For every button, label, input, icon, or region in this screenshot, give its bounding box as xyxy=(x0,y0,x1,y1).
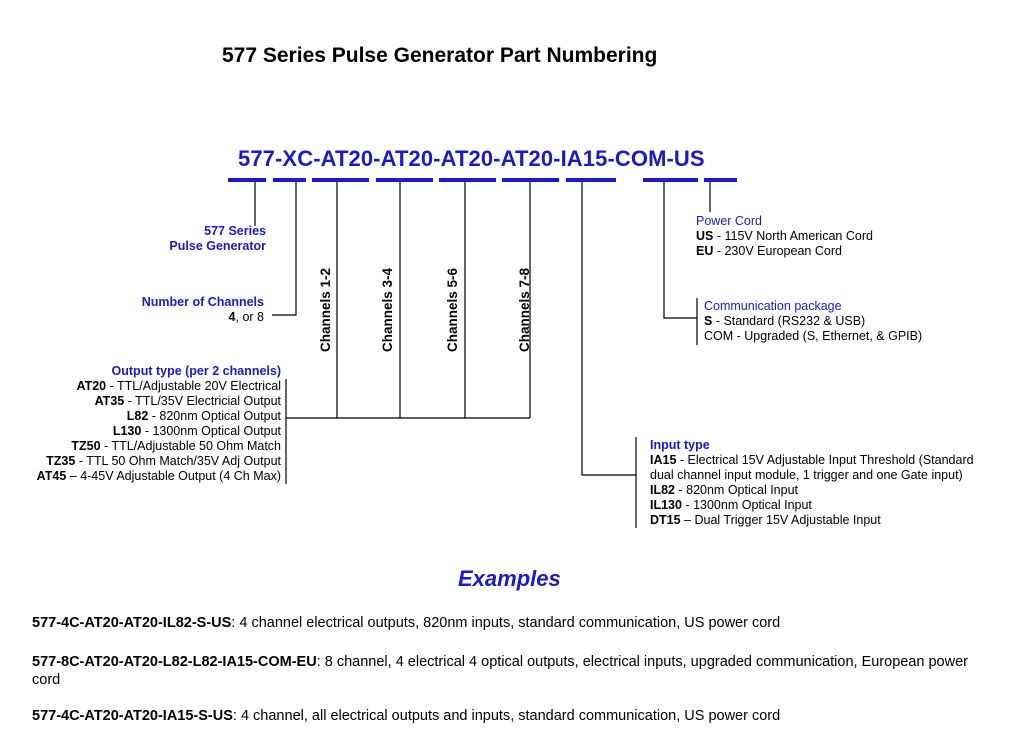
input-type-item: IL82 - 820nm Optical Input xyxy=(650,483,798,497)
example-2: 577-8C-AT20-AT20-L82-L82-IA15-COM-EU: 8 channel, 4 electrical 4 optical outputs, electrical inputs, upgraded communication, European power cord xyxy=(32,654,968,688)
underline-ia15 xyxy=(566,178,616,182)
series-label-line1: 577 Series xyxy=(204,224,266,238)
underline-at20-1 xyxy=(312,178,369,182)
underline-com xyxy=(643,178,698,182)
page-title: 577 Series Pulse Generator Part Numbering xyxy=(222,44,658,67)
underline-at20-4 xyxy=(502,178,559,182)
series-label-line2: Pulse Generator xyxy=(169,239,266,253)
output-type-heading: Output type (per 2 channels) xyxy=(111,364,281,378)
series-label xyxy=(150,224,266,254)
input-type-item-continued: dual channel input module, 1 trigger and one Gate input) xyxy=(650,468,963,482)
output-type-label xyxy=(20,364,281,484)
input-type-label xyxy=(650,438,974,528)
power-cord-item: EU - 230V European Cord xyxy=(696,244,842,258)
communication-item: COM - Upgraded (S, Ethernet, & GPIB) xyxy=(704,329,923,343)
underline-at20-2 xyxy=(376,178,433,182)
example-3: 577-4C-AT20-AT20-IA15-S-US: 4 channel, all electrical outputs and inputs, standard communication, US power cord xyxy=(32,708,781,724)
channels-value-rest: , or 8 xyxy=(235,310,264,324)
output-type-item: AT20 - TTL/Adjustable 20V Electrical xyxy=(76,379,281,393)
channels-heading: Number of Channels xyxy=(141,295,264,309)
output-type-item: TZ35 - TTL 50 Ohm Match/35V Adj Output xyxy=(46,454,281,468)
channel-group-label-5-6: Channels 5-6 xyxy=(445,267,460,352)
part-segment-underlines xyxy=(228,178,737,182)
power-cord-label xyxy=(696,214,873,259)
power-cord-item: US - 115V North American Cord xyxy=(696,229,873,243)
channels-value-bold: 4 xyxy=(228,310,236,324)
communication-item: S - Standard (RS232 & USB) xyxy=(704,314,866,328)
channel-group-label-3-4: Channels 3-4 xyxy=(380,267,395,352)
power-cord-heading: Power Cord xyxy=(696,214,762,228)
input-type-heading: Input type xyxy=(650,438,710,452)
channels-label xyxy=(110,295,264,325)
output-type-item: L82 - 820nm Optical Output xyxy=(126,409,281,423)
output-type-item: TZ50 - TTL/Adjustable 50 Ohm Match xyxy=(71,439,281,453)
output-type-item: AT45 – 4-45V Adjustable Output (4 Ch Max) xyxy=(36,469,281,483)
part-number-template: 577-XC-AT20-AT20-AT20-AT20-IA15-COM-US xyxy=(238,146,705,171)
input-type-item: IA15 - Electrical 15V Adjustable Input Threshold (Standard xyxy=(650,453,974,467)
channel-group-label-7-8: Channels 7-8 xyxy=(517,267,532,352)
underline-xc xyxy=(273,178,306,182)
output-type-item: L130 - 1300nm Optical Output xyxy=(112,424,281,438)
example-1: 577-4C-AT20-AT20-IL82-S-US: 4 channel electrical outputs, 820nm inputs, standard communication, US power cord xyxy=(32,615,781,631)
examples-heading: Examples xyxy=(458,566,561,591)
underline-us xyxy=(704,178,737,182)
communication-label xyxy=(704,299,922,344)
input-type-item: IL130 - 1300nm Optical Input xyxy=(650,498,812,512)
connector-lines xyxy=(255,182,710,528)
communication-heading: Communication package xyxy=(704,299,842,313)
underline-at20-3 xyxy=(439,178,496,182)
underline-577 xyxy=(228,178,266,182)
output-type-item: AT35 - TTL/35V Electricial Output xyxy=(94,394,281,408)
channel-group-label-1-2: Channels 1-2 xyxy=(318,267,333,352)
input-type-item: DT15 – Dual Trigger 15V Adjustable Input xyxy=(650,513,881,527)
